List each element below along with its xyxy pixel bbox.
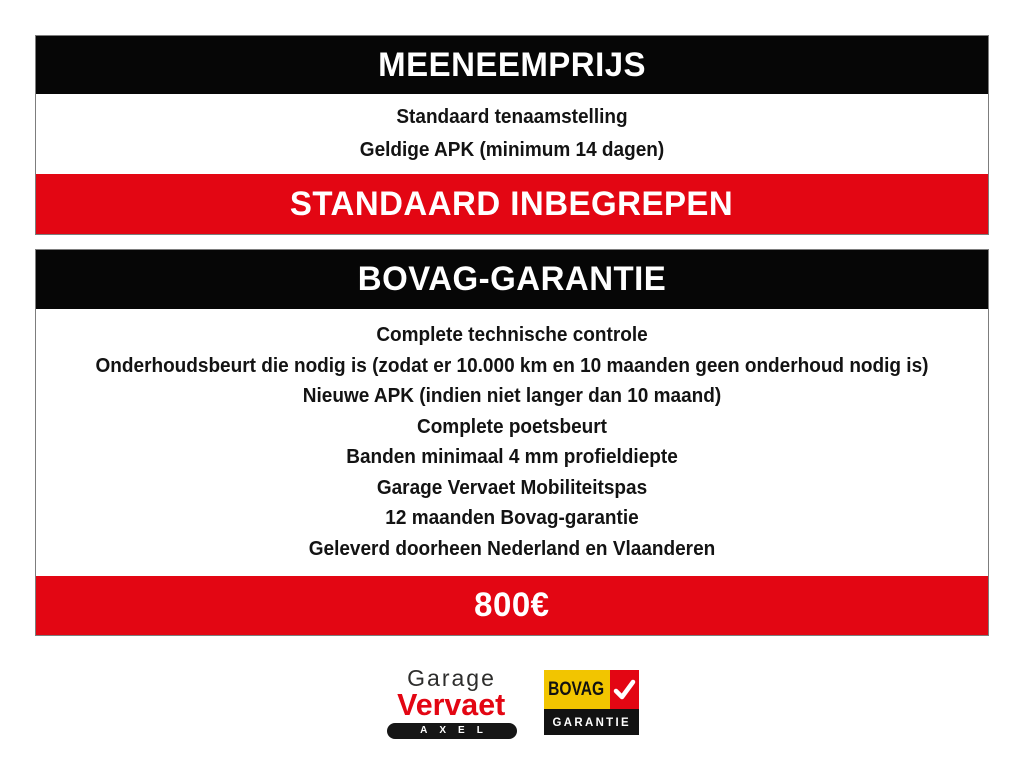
price-label: 800€: [474, 586, 550, 624]
meeneemprijs-section: [35, 35, 989, 235]
meeneemprijs-title: MEENEEMPRIJS: [378, 45, 646, 84]
bovag-logo-garantie-bar: [544, 709, 639, 735]
axel-badge-label: AXEL: [420, 725, 495, 736]
bovag-logo-top: [544, 670, 639, 709]
bovag-logo-garantie-text: GARANTIE: [552, 715, 632, 729]
bovag-garantie-item-list: [36, 309, 988, 576]
axel-badge: [387, 723, 517, 739]
meeneemprijs-included-list: [36, 94, 988, 174]
bovag-logo-red-panel: [610, 670, 639, 709]
checkmark-icon: [612, 679, 636, 701]
bovag-garantie-logo: [544, 670, 639, 735]
meeneemprijs-header-bar: [36, 36, 988, 94]
standaard-inbegrepen-bar: [36, 174, 988, 234]
standaard-inbegrepen-label: STANDAARD INBEGREPEN: [290, 184, 734, 223]
warranty-item: Onderhoudsbeurt die nodig is (zodat er 10.000 km en 10 maanden geen onderhoud nodig is): [95, 354, 929, 377]
bovag-garantie-section: [35, 249, 989, 636]
bovag-garantie-header-bar: [36, 250, 988, 309]
price-bar: [36, 576, 988, 635]
garage-vervaet-logo: [386, 666, 518, 739]
warranty-item: 12 maanden Bovag-garantie: [385, 507, 639, 529]
garage-vervaet-logo-line2: Vervaet: [397, 687, 506, 722]
warranty-item: Complete poetsbeurt: [416, 415, 608, 438]
included-item: Standaard tenaamstelling: [396, 106, 628, 128]
bovag-logo-brand-text: BOVAG: [548, 678, 605, 700]
warranty-item: Banden minimaal 4 mm profieldiepte: [346, 446, 678, 468]
warranty-item: Geleverd doorheen Nederland en Vlaanderen: [308, 537, 716, 560]
warranty-item: Complete technische controle: [376, 324, 648, 346]
warranty-item: Nieuwe APK (indien niet langer dan 10 maand): [302, 385, 722, 407]
warranty-item: Garage Vervaet Mobiliteitspas: [376, 476, 648, 499]
included-item: Geldige APK (minimum 14 dagen): [359, 139, 665, 161]
footer-logos: [35, 666, 989, 739]
bovag-logo-yellow-panel: [544, 670, 610, 709]
bovag-garantie-title: BOVAG-GARANTIE: [357, 260, 667, 298]
garage-vervaet-logo-line1: Garage: [407, 665, 496, 691]
